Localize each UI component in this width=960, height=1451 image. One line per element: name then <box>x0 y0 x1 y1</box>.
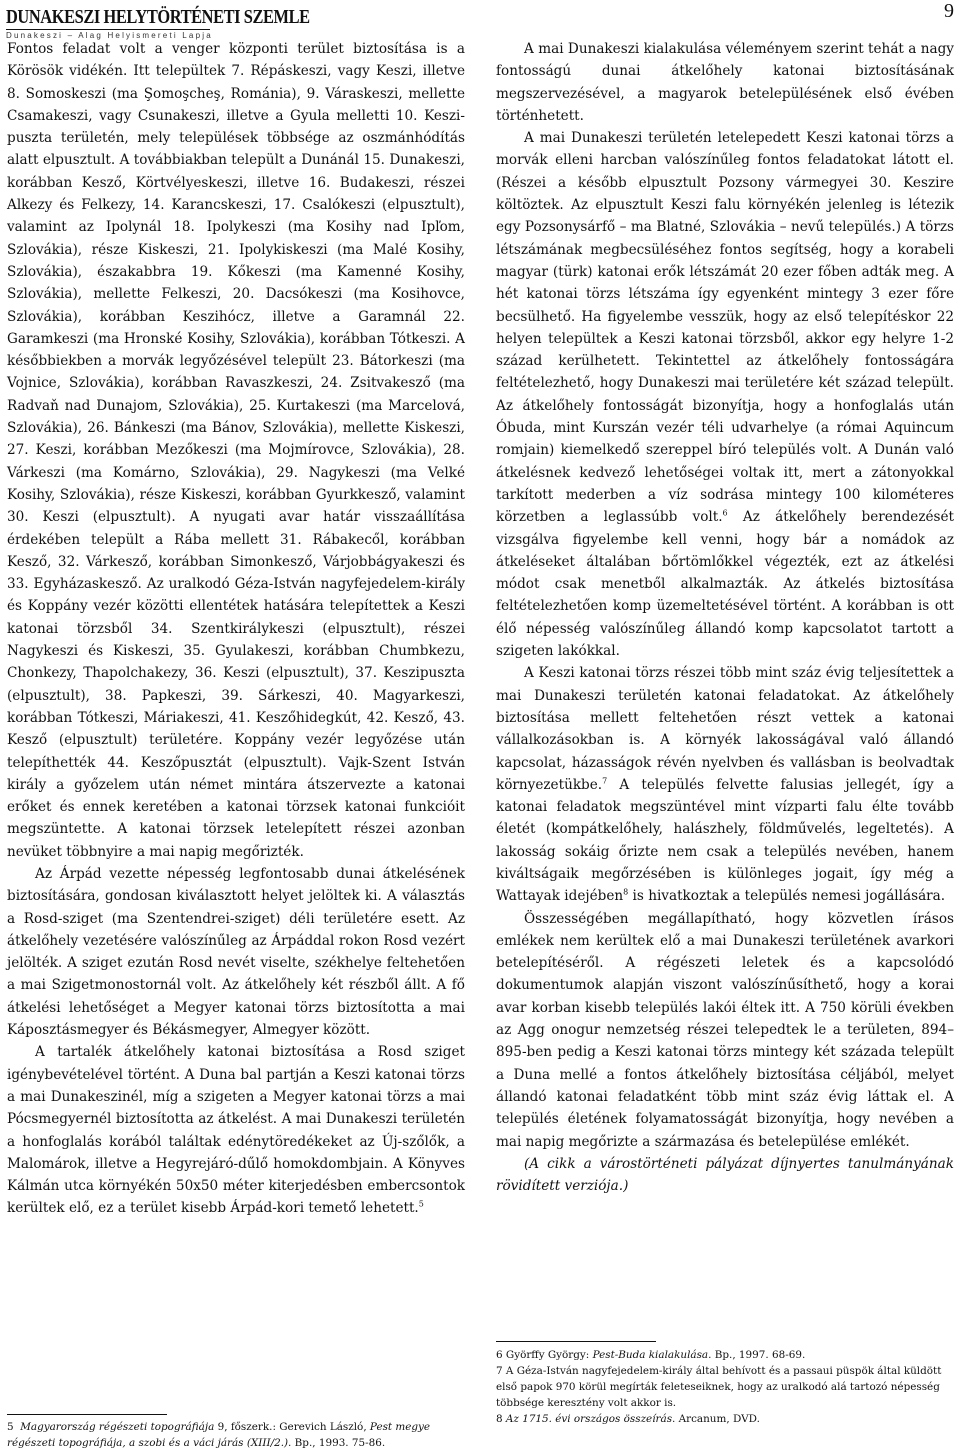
masthead-subtitle: Dunakeszi – Alag Helyismereti Lapja <box>6 31 213 40</box>
footnote: 6 Györffy György: Pest-Buda kialakulása. Bp., 1997. 68-69. <box>496 1349 806 1361</box>
footnote: 8 Az 1715. évi országos összeírás. Arcanum, DVD. <box>496 1413 760 1425</box>
footnote: 7 A Géza-István nagyfejedelem-király által behívott és a passaui püspök által küldött első papok 970 körül megírták feleteseiknek, hogy az uralkodó alá tartozó népesség többsége keresztény volt akkor is. <box>496 1365 942 1409</box>
paragraph: Fontos feladat volt a venger központi terület biztosítása is a Körösök vidékén. Itt települtek 7. Répáskeszi, vagy Keszi, illetve 8. Somoskeszi (ma Şomoşcheş, Románia), 9. Váraskeszi, mellette Csamakeszi, vagy Csunakeszi, illetve a Gyula melletti 10. Keszi-puszta területén, mely települések többsége az oszmánhódítás alatt elpusztult. A továbbiakban települt a Dunánál 15. Dunakeszi, korábban Kesző, Körtvélyeskeszi, illetve 16. Budakeszi, részei Alkezy és Felkezy, 14. Karancskeszi, 17. Csalókeszi (elpusztult), valamint az Ipolynál 18. Ipolykeszi (ma Kosihy nad Ipľom, Szlovákia), része Kiskeszi, 21. Ipolykiskeszi (ma Malé Kosihy, Szlovákia), északabbra 19. Kőkeszi (ma Kamenné Kosihy, Szlovákia), mellette Felkeszi, 20. Dacsókeszi (ma Kosihovce, Szlovákia), korábban Keszihócz, illetve a Garamnál 22. Garamkeszi (ma Hronské Kosihy, Szlovákia), korábban Tótkeszi. A későbbiekben a morvák legyőzésével települt 23. Bátorkeszi (ma Vojnice, Szlovákia), korábban Ravaszkeszi, 24. Zsitvakesző (ma Radvaň nad Dunajom, Szlovákia), 25. Kurtakeszi (ma Marcelová, Szlovákia), 26. Bánkeszi (ma Bánov, Szlovákia), mellette Kiskeszi, 27. Keszi, korábban Mezőkeszi (ma Mojmírovce, Szlovákia), 28. Várkeszi (ma Komárno, Szlovákia), 29. Nagykeszi (ma Velké Kosihy, Szlovákia), része Kiskeszi, korábban Gyurkkesző, valamint 30. Keszi (elpusztult). A nyugati avar határ visszaállítása érdekében települt a Rába mellett 31. Rábakecől, korábban Kesző, 32. Várkesző, korábban Simonkesző, Várjobbágyakeszi és 33. Egyházaskesző. Az uralkodó Géza-István nagyfejedelem-király és Koppány vezér közötti ellentétek hatására telepítettek a Keszi katonai törzsből 34. Szentkirálykeszi (elpusztult), részei Nagykeszi és Kiskeszi, 35. Gyulakeszi, korábban Chumbkezu, Chonkezy, Thapolchakezy, 36. Keszi (elpusztult), 37. Keszipuszta (elpusztult), 38. Papkeszi, 39. Sárkeszi, 40. Magyarkeszi, korábban Tótkeszi, Máriakeszi, 41. Keszőhidegkút, 42. Kesző, 43. Kesző (elpusztult) területére. Koppány vezér legyőzése után telepíthették 44. Keszőpusztát (elpusztult). Vajk-Szent István király a győzelem után német mintára átszervezte a katonai erőket és ennek keretében a katonai törzsek katonai funkcióit megszüntette. A katonai törzsek letelepített részei azonban nevüket többnyire a mai napig megőrizték. <box>7 41 465 860</box>
footnotes-left <box>7 1419 465 1451</box>
footnote-ref: 6 <box>722 508 728 518</box>
footnote-rule-right <box>496 1341 656 1342</box>
left-column <box>7 38 465 1220</box>
page-number: 9 <box>944 0 954 22</box>
italic-note: (A cikk a várostörténeti pályázat díjnyertes tanulmányának rövidített verziója.) <box>496 1155 954 1195</box>
paragraph: Összességében megállapítható, hogy közvetlen írásos emlékek nem kerültek elő a mai Dunakeszi területének avarkori betelepítéséről. A régészeti leletek és a kapcsolódó dokumentumok alapján viszont valószínűsíthető, hogy a korai avar korban kisebb település lakói éltek itt. A 750 körüli években az Agg onogur nemzetség részei telepedtek le a területen, 894–895-ben pedig a Keszi katonai törzs mintegy két százada települt a Duna mellé a fontos átkelőhely biztosítása céljából, melyet állandó katonai feladatként több mint száz évig láttak el. A település életének folyamatosságát bizonyítja, hogy nevében a mai napig megőrizte a származása és betelepülése emlékét. <box>496 910 954 1150</box>
paragraph: A Keszi katonai törzs részei több mint száz évig teljesítettek a mai Dunakeszi területén katonai feladatokat. Az átkelőhely biztosítása mellett feltehetően részt vettek a katonai vállalkozásokban is. A környék lakosságával való állandó kapcsolat, házasságok révén nyelvben és vallásban is beolvadtak környezetükbe.$^7$ A település felvette falusias jellegét, így a katonai feladatok megszüntével mint vízparti falu élte tovább életét (kompátkelőhely, halászhely, földművelés, legeltetés). A lakosság sokáig őrizte nem csak a település nevében, hanem kiváltságaik megőrzésében is különleges jogait, így még a Wattayak idejében$^8$ is hivatkoztak a település nemesi jogállására. <box>496 665 954 905</box>
footnote-ref: 5 <box>418 1199 424 1209</box>
paragraph: A mai Dunakeszi kialakulása véleményem szerint tehát a nagy fontosságú dunai átkelőhely katonai biztosításának megszervezésével, a magyarok betelepülésének első évében történhetett. <box>496 41 954 124</box>
paragraph-text: A tartalék átkelőhely katonai biztosítása a Rosd sziget igénybevételével történt. A Duna bal partján a Keszi katonai törzs a mai Dunakeszinél, míg a szigeten a Megyer katonai törzs a mai Pócsmegyernél biztosította az átkelést. A mai Dunakeszi területén a honfoglalás korából találtak edénytöredékeket az Új-szőlők, a Malomárok, illetve a Hegyrejáró-dűlő homokdombjain. A Könyves Kálmán utca környékén 50x50 méter kiterjedésben embercsontok kerültek elő, ez a terület kisebb Árpád-kori temető lehetett. <box>7 1044 465 1217</box>
paragraph <box>7 1041 465 1219</box>
paragraph: A mai Dunakeszi területén letelepedett Keszi katonai törzs a morvák elleni harcban valószínűleg fontos feladatokat látott el. (Részei a később elpusztult Pozsony vármegyei 30. Keszire költöztek. Az elpusztult Keszi falu környékén jelenleg is létezik egy Pozsonysárfő – ma Blatné, Szlovákia – nevű település.) A törzs létszámának megbecsüléséhez fontos segítség, hogy a korabeli magyar (türk) katonai erők létszámát 20 ezer főben adták meg. A hét katonai törzs létszáma így egyenként mintegy 3 ezer főre becsülhető. Ha figyelembe vesszük, hogy az első telepítéskor 22 helyen települtek a Keszi katonai törzsből, akkor egy helyre 1-2 század kerülhetett. Tekintettel az átkelőhely fontosságára feltételezhető, hogy Dunakeszi mai területére két század települt. Az átkelőhely fontosságát bizonyítja, hogy a honfoglalás után Óbuda, mint Kurszán vezér téli udvarhelye (a római Aquincum romjain) kiemelkedő szereppel bíró település volt. A Dunán való átkelésnek kedvező lehetőségei voltak itt, mert a zátonyokkal tarkított mederben a víz sodrása mintegy 100 kilométeres körzetben a leglassúbb volt.$^6$ Az átkelőhely berendezését vizsgálva figyelembe kell venni, hogy bár a nomádok az átkeléseket általában bőrtömlőkkel végezték, ezt az átkelési módot csak menetből alkalmazták. Az átkelés biztosítása feltételezhetően komp üzemeltetésével történt. A korábban is ott élő népesség valószínűleg állandó komp kapcsolatot tartott a szigeten lakókkal. <box>496 130 955 660</box>
footnote-rule-left <box>7 1414 167 1415</box>
footnote-ref: 7 <box>602 776 608 786</box>
footnotes-right <box>496 1347 954 1427</box>
footnote-ref: 8 <box>623 887 629 897</box>
footnote: 5 Magyarország régészeti topográfiája 9, főszerk.: Gerevich László, Pest megye régészeti topográfiája, a szobi és a váci járás (XIII/2.). Bp., 1993. 75-86. <box>7 1421 431 1449</box>
paragraph: Az Árpád vezette népesség legfontosabb dunai átkelésének biztosítására, gondosan kiválasztott helyet jelöltek ki. A választás a Rosd-sziget (ma Szentendrei-sziget) déli területére esett. Az átkelőhely vezetésére valószínűleg az Árpáddal rokon Rosd vezért jelölték. A sziget ezután Rosd nevét viselte, székhelye feltehetően a mai Szigetmonostornál volt. Az átkelőhely két részből állt. A fő átkelési lehetőséget a Megyer katonai törzs biztosította a mai Káposztásmegyer és Békásmegyer, Almegyer között. <box>7 865 465 1039</box>
masthead-title: DUNAKESZI HELYTÖRTÉNETI SZEMLE <box>6 6 310 28</box>
masthead-rule <box>6 29 210 30</box>
right-column <box>496 38 954 1197</box>
